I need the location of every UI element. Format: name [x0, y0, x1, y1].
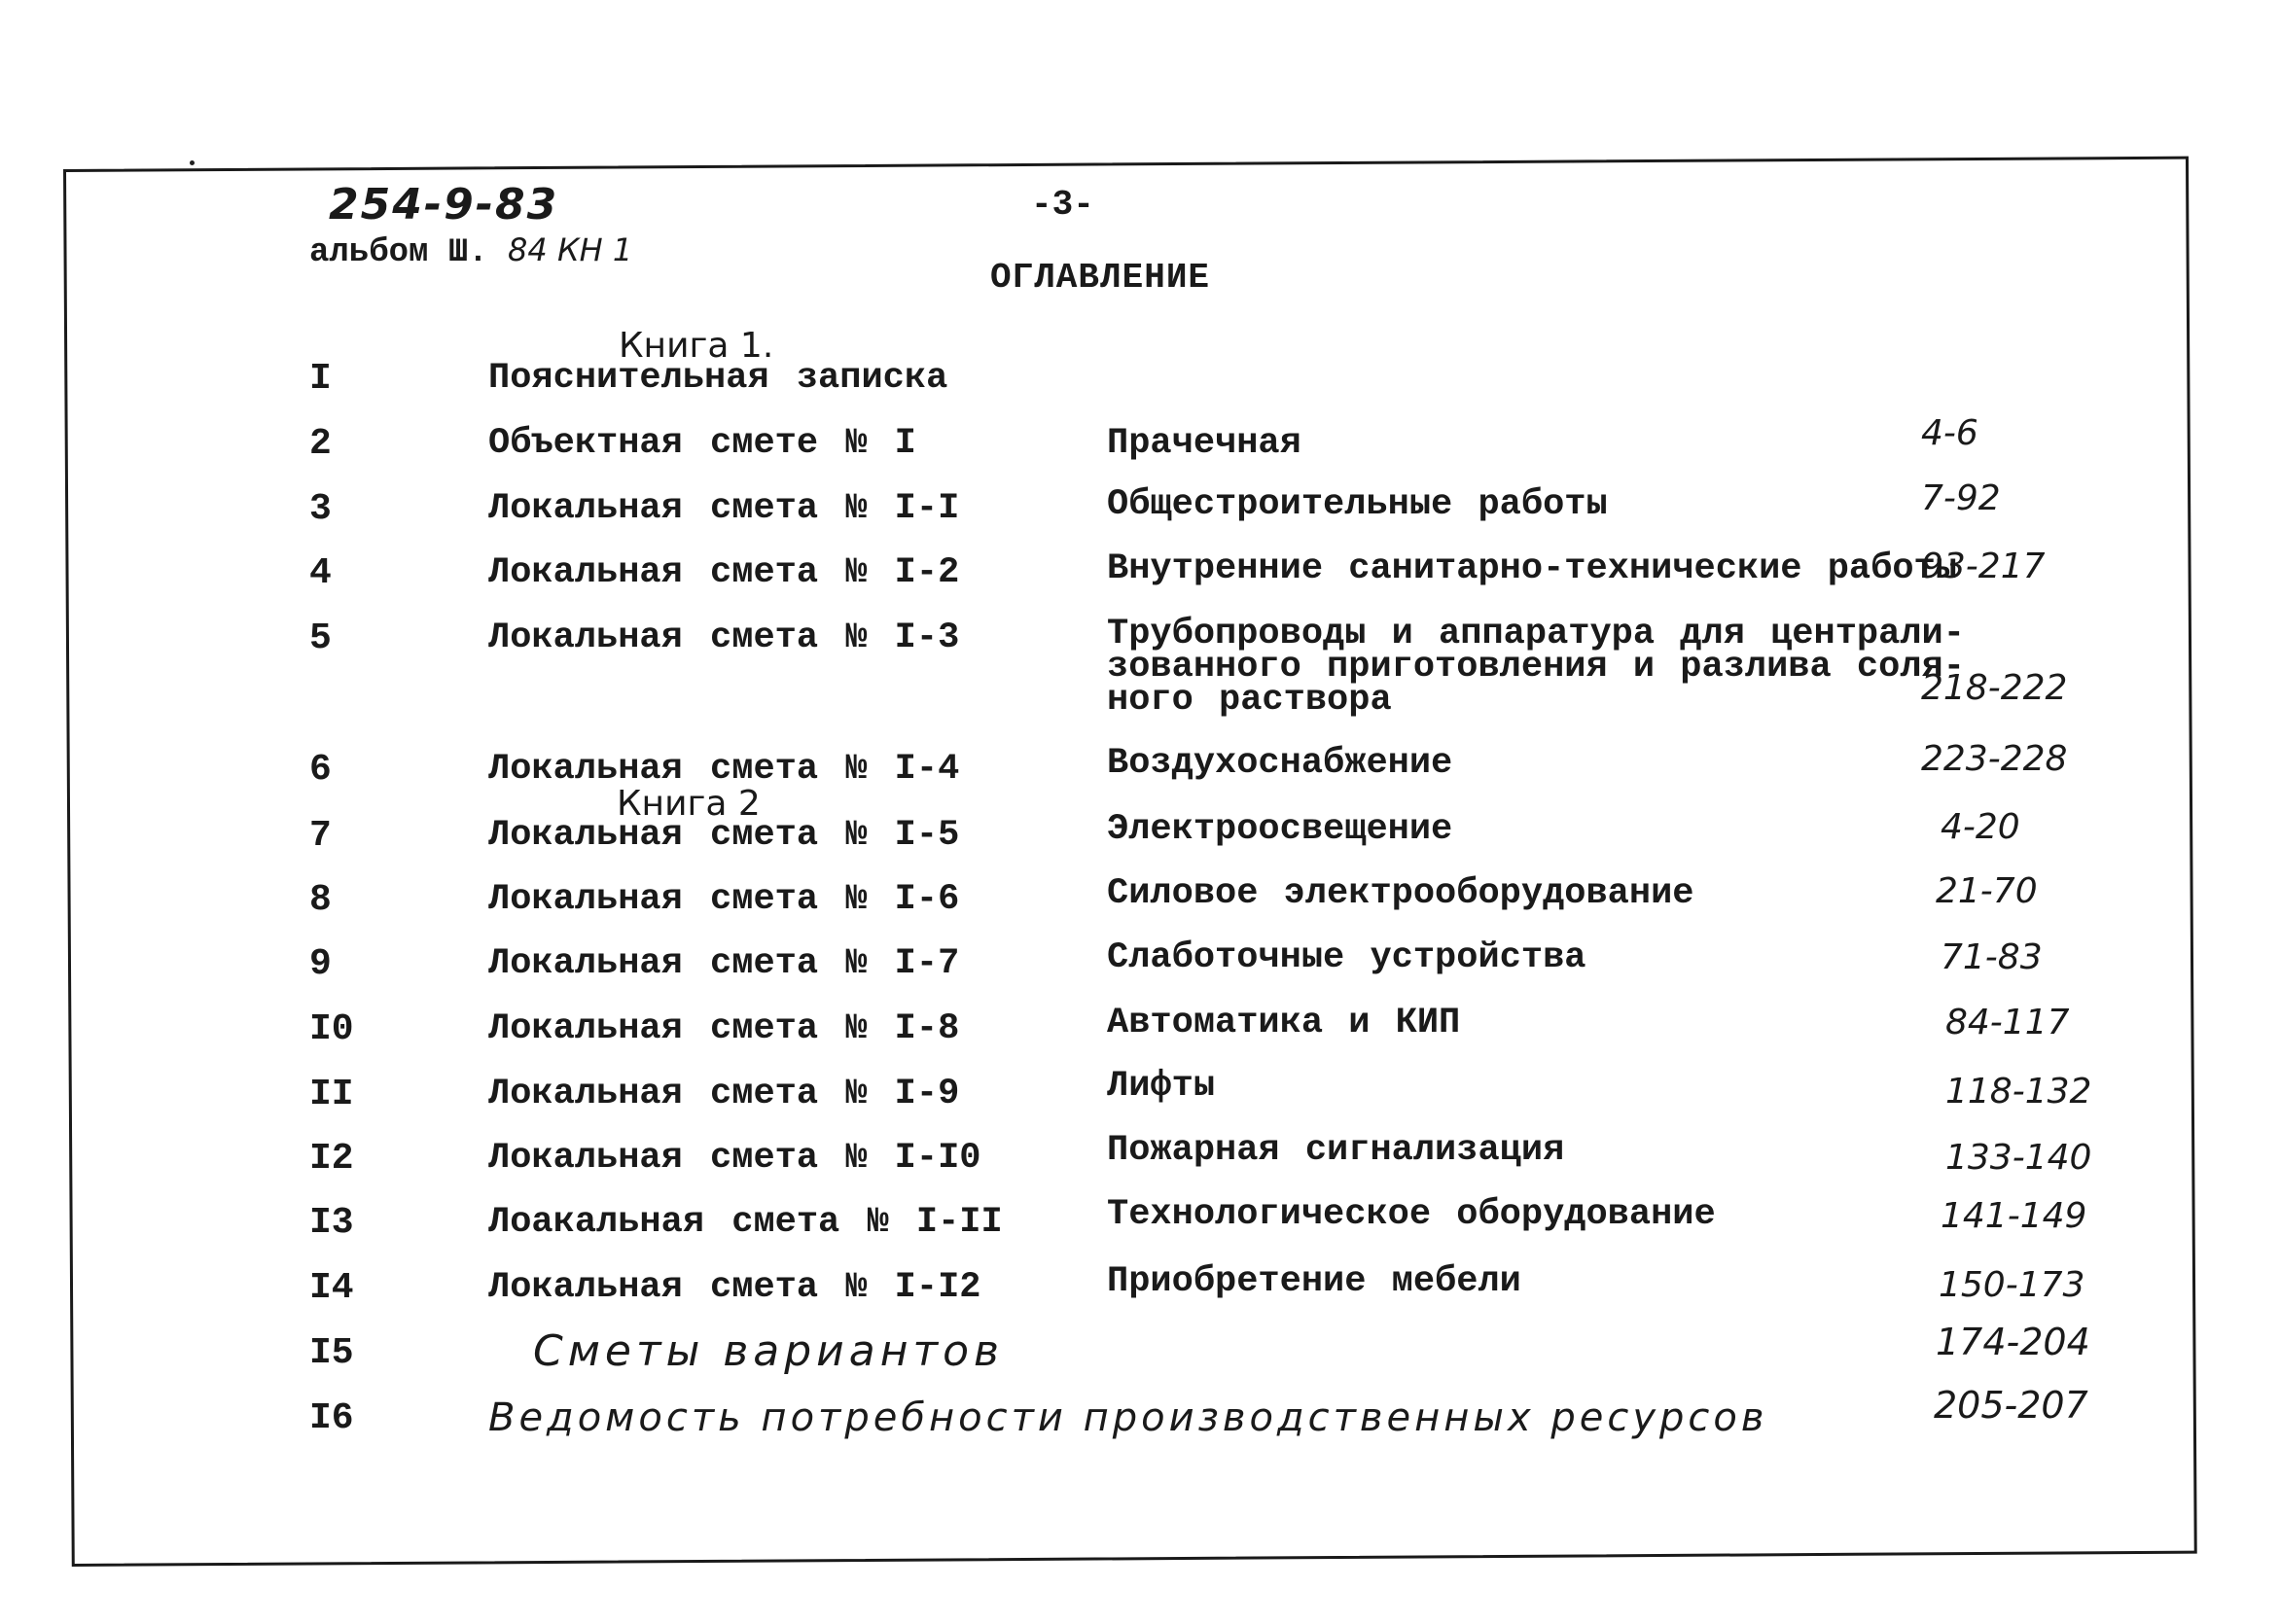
row-pages: 4-20 — [1941, 807, 2020, 847]
row-description-line: Трубопроводы и аппаратура для централи- — [1107, 614, 1965, 654]
row-description: Электроосвещение — [1107, 809, 1453, 850]
row-document: Локальная смета № I-9 — [488, 1074, 960, 1114]
row-number: 8 — [309, 879, 332, 921]
toc-row — [0, 614, 2280, 721]
toc-row — [0, 1384, 2280, 1440]
row-number: I — [309, 358, 332, 400]
book-2-heading: Книга 2 — [617, 784, 761, 824]
row-description-line: зованного приготовления и разлива соля- — [1107, 647, 1965, 688]
page-title: ОГЛАВЛЕНИЕ — [990, 258, 1211, 298]
row-pages: 205-207 — [1934, 1384, 2088, 1427]
toc-row — [0, 413, 2280, 466]
toc-row — [0, 937, 2280, 986]
row-pages: 174-204 — [1936, 1321, 2090, 1363]
row-document: Пояснительная записка — [488, 358, 948, 399]
row-pages: 7-92 — [1921, 478, 2001, 518]
row-pages: 21-70 — [1936, 871, 2038, 911]
toc-row — [0, 478, 2280, 531]
row-number: 6 — [309, 749, 332, 791]
row-number: I4 — [309, 1267, 354, 1309]
row-document: Локальная смета № I-3 — [488, 618, 960, 658]
row-document-handwritten: Ведомость потребности производственных ресурсов — [488, 1395, 1768, 1440]
row-number: 9 — [309, 943, 332, 985]
album-label — [309, 231, 632, 271]
row-description: Силовое электрооборудование — [1107, 873, 1694, 914]
album-printed: альбом Ш. — [309, 234, 488, 271]
row-description: Технологическое оборудование — [1107, 1194, 1716, 1235]
row-document: Лоакальная смета № I-II — [488, 1202, 1003, 1243]
toc-row — [0, 1066, 2280, 1116]
row-number: I6 — [309, 1397, 354, 1439]
row-number: 7 — [309, 815, 332, 857]
row-number: 3 — [309, 488, 332, 530]
row-description: Общестроительные работы — [1107, 484, 1608, 525]
row-document: Локальная смета № I-8 — [488, 1008, 960, 1049]
row-description: Слаботочные устройства — [1107, 937, 1586, 978]
row-document: Локальная смета № I-5 — [488, 815, 960, 856]
row-document-handwritten: Сметы вариантов — [533, 1326, 1004, 1376]
row-description: Внутренние санитарно-технические работы — [1107, 548, 1957, 589]
row-pages: 223-228 — [1921, 739, 2068, 779]
row-pages: 150-173 — [1939, 1265, 2085, 1305]
toc-row — [0, 1003, 2280, 1051]
row-description-line: ного раствора — [1107, 680, 1392, 721]
toc-row — [0, 1261, 2280, 1310]
row-description: Автоматика и КИП — [1107, 1003, 1461, 1043]
toc-row — [0, 807, 2280, 858]
row-description: Пожарная сигнализация — [1107, 1130, 1565, 1171]
row-pages: 93-217 — [1921, 547, 2046, 586]
document-number: 254-9-83 — [329, 180, 559, 229]
row-number: I0 — [309, 1008, 354, 1050]
toc-row — [0, 547, 2280, 595]
row-document: Локальная смета № I-7 — [488, 943, 960, 984]
row-number: 4 — [309, 552, 332, 594]
row-document: Локальная смета № I-I — [488, 488, 960, 529]
toc-row — [0, 739, 2280, 792]
toc-row — [0, 871, 2280, 922]
row-document: Объектная смете № I — [488, 423, 916, 464]
row-number: 2 — [309, 423, 332, 465]
row-document: Локальная смета № I-2 — [488, 552, 960, 593]
page-number: -3- — [1031, 185, 1094, 225]
row-document: Локальная смета № I-4 — [488, 749, 960, 790]
row-document: Локальная смета № I-I2 — [488, 1267, 981, 1308]
row-number: I3 — [309, 1202, 354, 1244]
row-pages: 84-117 — [1945, 1003, 2070, 1042]
row-document: Локальная смета № I-6 — [488, 879, 960, 920]
row-number: II — [309, 1074, 354, 1115]
row-description: Прачечная — [1107, 423, 1301, 464]
toc-row — [0, 1194, 2280, 1245]
row-pages: 4-6 — [1921, 413, 1978, 453]
row-document: Локальная смета № I-I0 — [488, 1138, 981, 1179]
toc-row — [0, 1130, 2280, 1181]
row-pages: 71-83 — [1941, 937, 2043, 977]
row-number: I2 — [309, 1138, 354, 1180]
scan-speck — [190, 160, 195, 165]
album-handwritten: 84 КН 1 — [508, 231, 633, 268]
row-pages: 141-149 — [1941, 1196, 2087, 1236]
row-pages: 133-140 — [1945, 1138, 2092, 1178]
row-description: Воздухоснабжение — [1107, 743, 1453, 784]
row-number: I5 — [309, 1332, 354, 1374]
toc-row — [0, 358, 2280, 401]
row-pages: 118-132 — [1945, 1072, 2092, 1112]
toc-row — [0, 1321, 2280, 1376]
row-number: 5 — [309, 618, 332, 659]
row-description: Лифты — [1107, 1066, 1216, 1107]
row-description: Приобретение мебели — [1107, 1261, 1521, 1302]
row-pages: 218-222 — [1921, 668, 2068, 708]
book-1-heading: Книга 1. — [619, 326, 774, 366]
